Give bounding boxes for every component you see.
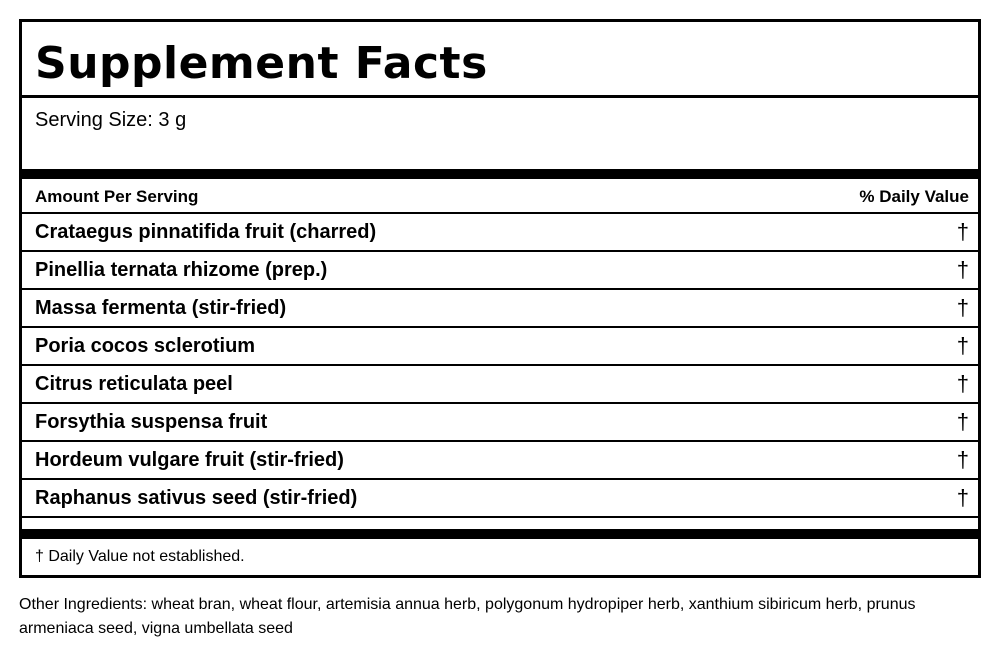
ingredient-name: Poria cocos sclerotium — [35, 335, 256, 357]
dagger-symbol: † — [956, 485, 969, 510]
serving-size: Serving Size: 3 g — [35, 109, 187, 131]
title-divider — [22, 95, 978, 98]
supplement-facts-panel — [19, 19, 981, 578]
dagger-symbol: † — [956, 447, 969, 472]
ingredient-name: Forsythia suspensa fruit — [35, 411, 268, 433]
ingredient-list — [22, 214, 978, 518]
dagger-symbol: † — [956, 219, 969, 244]
ingredient-row — [22, 480, 978, 518]
panel-title: Supplement Facts — [35, 38, 488, 89]
dagger-symbol: † — [956, 371, 969, 396]
ingredient-row — [22, 214, 978, 252]
other-ingredients: Other Ingredients: wheat bran, wheat flour, artemisia annua herb, polygonum hydropiper herb, xanthium sibiricum herb, prunus armeniaca seed, vigna umbellata seed — [19, 596, 916, 637]
thick-divider-bottom — [22, 529, 978, 539]
dagger-symbol: † — [956, 257, 969, 282]
amount-per-serving-label: Amount Per Serving — [35, 187, 199, 206]
ingredient-name: Pinellia ternata rhizome (prep.) — [35, 259, 328, 281]
dagger-symbol: † — [956, 409, 969, 434]
ingredient-row — [22, 366, 978, 404]
ingredient-name: Massa fermenta (stir-fried) — [35, 297, 287, 319]
ingredient-row — [22, 442, 978, 480]
amount-header-row — [22, 180, 978, 212]
daily-value-label: % Daily Value — [859, 187, 969, 206]
ingredient-row — [22, 404, 978, 442]
dagger-symbol: † — [956, 295, 969, 320]
daily-value-footnote: † Daily Value not established. — [35, 548, 245, 565]
ingredient-name: Citrus reticulata peel — [35, 373, 233, 395]
ingredient-name: Raphanus sativus seed (stir-fried) — [35, 487, 358, 509]
ingredient-name: Crataegus pinnatifida fruit (charred) — [35, 221, 377, 243]
ingredient-name: Hordeum vulgare fruit (stir-fried) — [35, 449, 344, 471]
ingredient-row — [22, 252, 978, 290]
thick-divider-top — [22, 169, 978, 179]
dagger-symbol: † — [956, 333, 969, 358]
ingredient-row — [22, 290, 978, 328]
ingredient-row — [22, 328, 978, 366]
